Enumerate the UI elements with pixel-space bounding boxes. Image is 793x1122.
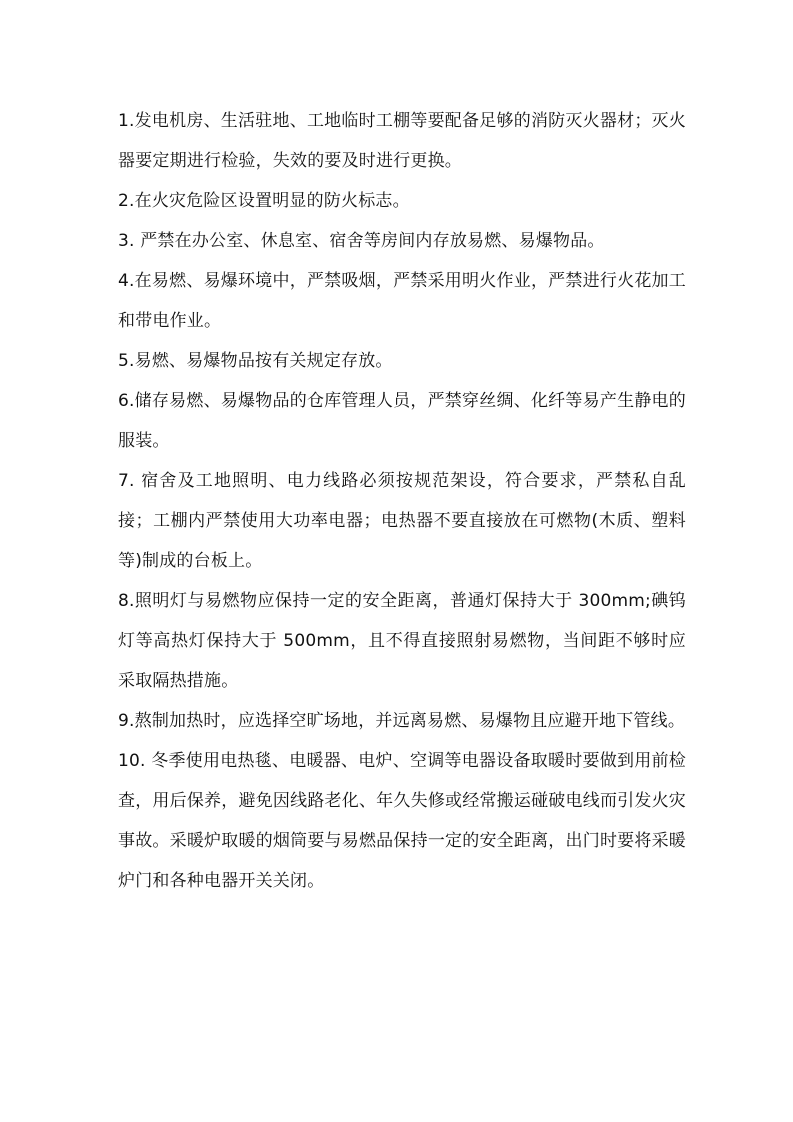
paragraph-6: 6.储存易燃、易爆物品的仓库管理人员，严禁穿丝绸、化纤等易产生静电的服装。	[118, 391, 686, 451]
paragraph-4: 4.在易燃、易爆环境中，严禁吸烟，严禁采用明火作业，严禁进行火花加工和带电作业。	[118, 271, 686, 331]
paragraph-2: 2.在火灾危险区设置明显的防火标志。	[118, 191, 410, 211]
paragraph-3: 3. 严禁在办公室、休息室、宿舍等房间内存放易燃、易爆物品。	[118, 231, 605, 251]
paragraph-5: 5.易燃、易爆物品按有关规定存放。	[118, 351, 393, 371]
paragraph-7: 7. 宿舍及工地照明、电力线路必须按规范架设，符合要求，严禁私自乱接；工棚内严禁使用大功率电器；电热器不要直接放在可燃物(木质、塑料等)制成的台板上。	[118, 471, 686, 571]
paragraph-1: 1.发电机房、生活驻地、工地临时工棚等要配备足够的消防灭火器材；灭火器要定期进行检验，失效的要及时进行更换。	[118, 111, 686, 171]
paragraph-9: 9.熬制加热时，应选择空旷场地，并远离易燃、易爆物且应避开地下管线。	[118, 711, 686, 731]
paragraph-8: 8.照明灯与易燃物应保持一定的安全距离，普通灯保持大于 300mm;碘钨灯等高热灯保持大于 500mm，且不得直接照射易燃物，当间距不够时应采取隔热措施。	[118, 591, 686, 691]
document-body	[118, 101, 686, 901]
paragraph-10: 10. 冬季使用电热毯、电暖器、电炉、空调等电器设备取暖时要做到用前检查，用后保养，避免因线路老化、年久失修或经常搬运碰破电线而引发火灾事故。采暖炉取暖的烟筒要与易燃品保持一定的安全距离，出门时要将采暖炉门和各种电器开关关闭。	[118, 751, 686, 891]
